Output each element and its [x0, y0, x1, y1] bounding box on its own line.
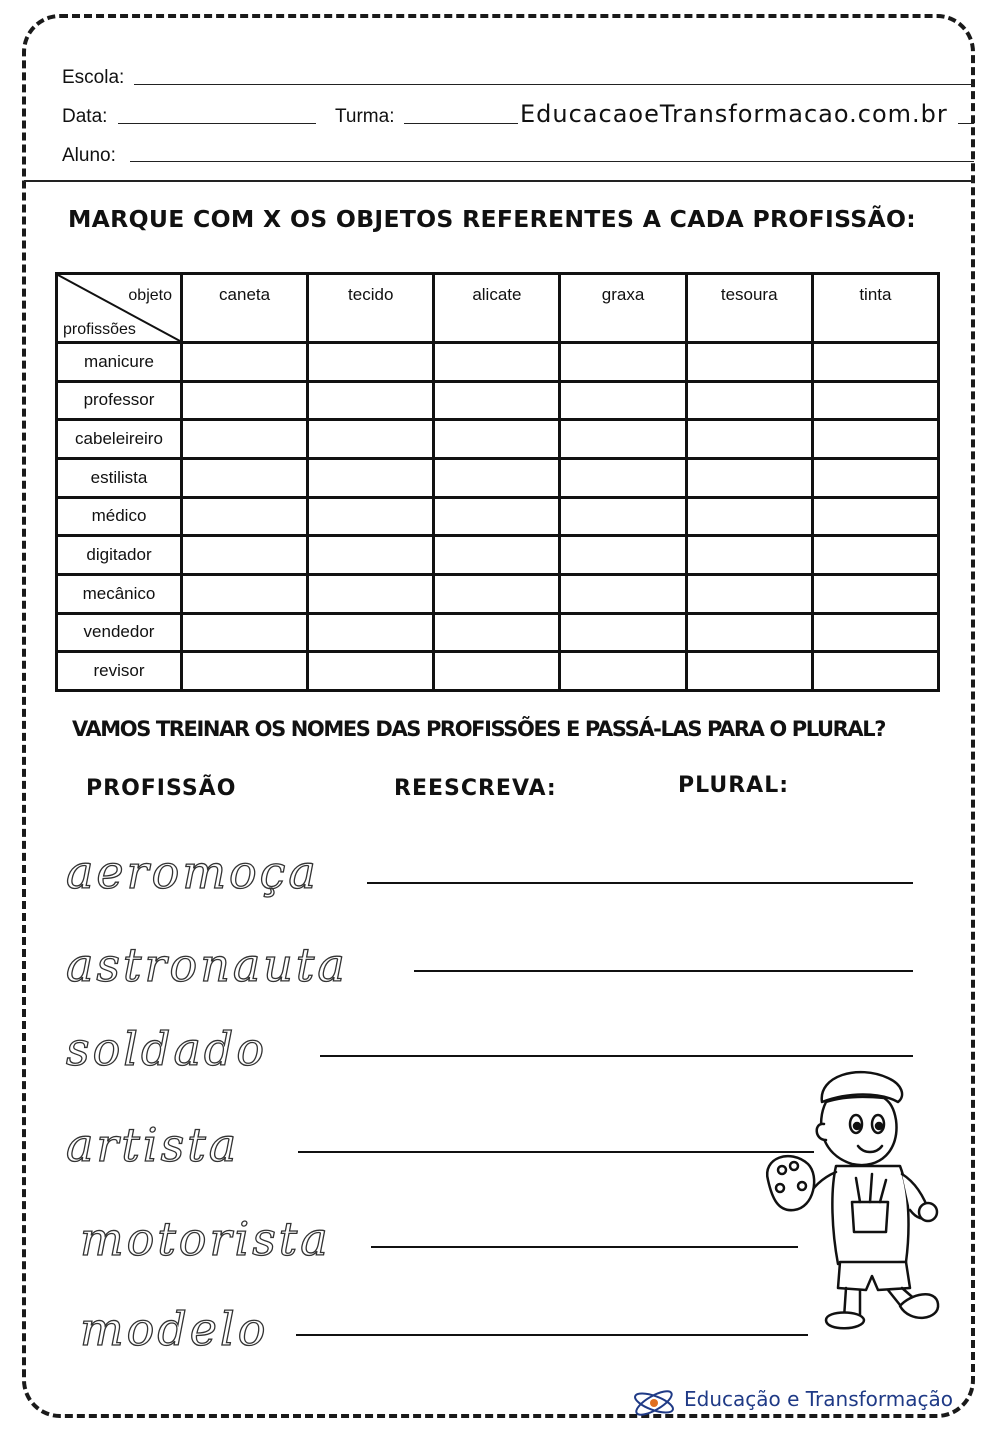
answer-cell[interactable] [182, 343, 308, 382]
traceable-word: aeromoça [66, 845, 319, 899]
answer-cell[interactable] [308, 613, 434, 652]
escola-line-extension [419, 84, 974, 85]
profession-objects-table [55, 272, 940, 692]
answer-cell[interactable] [308, 574, 434, 613]
answer-cell[interactable] [686, 497, 812, 536]
writing-line[interactable] [367, 882, 913, 884]
answer-cell[interactable] [686, 536, 812, 575]
answer-cell[interactable] [182, 497, 308, 536]
table-row [57, 613, 939, 652]
brand-footer [628, 1385, 953, 1421]
answer-cell[interactable] [560, 574, 686, 613]
site-url: EducacaoeTransformacao.com.br [520, 100, 948, 128]
row-header: médico [57, 497, 182, 536]
turma-line-end [958, 123, 974, 124]
traceable-word: astronauta [66, 938, 348, 992]
answer-cell[interactable] [686, 420, 812, 459]
answer-cell[interactable] [308, 381, 434, 420]
answer-cell[interactable] [308, 536, 434, 575]
writing-line[interactable] [298, 1151, 814, 1153]
answer-cell[interactable] [182, 574, 308, 613]
answer-cell[interactable] [812, 420, 938, 459]
column-plural-heading: PLURAL: [678, 773, 790, 798]
answer-cell[interactable] [182, 458, 308, 497]
table-row [57, 536, 939, 575]
answer-cell[interactable] [434, 458, 560, 497]
writing-line[interactable] [371, 1246, 798, 1248]
row-header: revisor [57, 652, 182, 691]
escola-line [134, 84, 419, 85]
answer-cell[interactable] [686, 652, 812, 691]
answer-cell[interactable] [686, 381, 812, 420]
row-header: manicure [57, 343, 182, 382]
child-painter-icon [760, 1062, 945, 1352]
table-row [57, 458, 939, 497]
answer-cell[interactable] [434, 497, 560, 536]
answer-cell[interactable] [182, 652, 308, 691]
answer-cell[interactable] [560, 652, 686, 691]
answer-cell[interactable] [434, 381, 560, 420]
table-row [57, 497, 939, 536]
column-header: tinta [812, 274, 938, 343]
answer-cell[interactable] [686, 613, 812, 652]
answer-cell[interactable] [308, 497, 434, 536]
answer-cell[interactable] [308, 420, 434, 459]
answer-cell[interactable] [812, 458, 938, 497]
exercise1-title: MARQUE COM X OS OBJETOS REFERENTES A CADA PROFISSÃO: [68, 205, 916, 233]
table-row [57, 420, 939, 459]
answer-cell[interactable] [182, 613, 308, 652]
traceable-word: motorista [80, 1212, 331, 1266]
atom-logo-icon [632, 1385, 676, 1421]
row-header: mecânico [57, 574, 182, 613]
answer-cell[interactable] [812, 536, 938, 575]
data-label: Data: [62, 106, 108, 127]
writing-line[interactable] [320, 1055, 913, 1057]
answer-cell[interactable] [686, 343, 812, 382]
turma-line [404, 123, 518, 124]
corner-professions-label: profissões [63, 321, 136, 338]
escola-label: Escola: [62, 67, 125, 88]
answer-cell[interactable] [308, 652, 434, 691]
table-row [57, 574, 939, 613]
column-header: caneta [182, 274, 308, 343]
answer-cell[interactable] [560, 497, 686, 536]
answer-cell[interactable] [308, 458, 434, 497]
answer-cell[interactable] [560, 536, 686, 575]
answer-cell[interactable] [812, 343, 938, 382]
answer-cell[interactable] [812, 381, 938, 420]
header-separator [24, 180, 974, 182]
column-header: alicate [434, 274, 560, 343]
brand-name: Educação e Transformação [684, 1387, 953, 1411]
answer-cell[interactable] [182, 536, 308, 575]
answer-cell[interactable] [560, 458, 686, 497]
answer-cell[interactable] [560, 613, 686, 652]
answer-cell[interactable] [812, 652, 938, 691]
answer-cell[interactable] [182, 381, 308, 420]
traceable-word: modelo [80, 1302, 269, 1356]
answer-cell[interactable] [686, 574, 812, 613]
turma-label: Turma: [335, 106, 395, 127]
column-profession-heading: PROFISSÃO [86, 776, 237, 801]
answer-cell[interactable] [812, 613, 938, 652]
data-line [118, 123, 316, 124]
answer-cell[interactable] [434, 652, 560, 691]
column-header: tesoura [686, 274, 812, 343]
answer-cell[interactable] [812, 497, 938, 536]
answer-cell[interactable] [560, 381, 686, 420]
answer-cell[interactable] [560, 343, 686, 382]
traceable-word: artista [66, 1118, 240, 1172]
writing-line[interactable] [296, 1334, 808, 1336]
answer-cell[interactable] [434, 613, 560, 652]
column-rewrite-heading: REESCREVA: [394, 776, 557, 801]
answer-cell[interactable] [308, 343, 434, 382]
table-row [57, 381, 939, 420]
exercise2-title: VAMOS TREINAR OS NOMES DAS PROFISSÕES E PASSÁ-LAS PARA O PLURAL? [72, 717, 886, 741]
row-header: cabeleireiro [57, 420, 182, 459]
answer-cell[interactable] [434, 574, 560, 613]
column-header: graxa [560, 274, 686, 343]
row-header: professor [57, 381, 182, 420]
answer-cell[interactable] [686, 458, 812, 497]
answer-cell[interactable] [812, 574, 938, 613]
answer-cell[interactable] [182, 420, 308, 459]
traceable-word: soldado [66, 1022, 268, 1076]
answer-cell[interactable] [434, 420, 560, 459]
row-header: digitador [57, 536, 182, 575]
table-row [57, 343, 939, 382]
column-header: tecido [308, 274, 434, 343]
row-header: vendedor [57, 613, 182, 652]
row-header: estilista [57, 458, 182, 497]
aluno-label: Aluno: [62, 145, 116, 166]
writing-line[interactable] [414, 970, 913, 972]
answer-cell[interactable] [560, 420, 686, 459]
answer-cell[interactable] [434, 343, 560, 382]
table-row [57, 652, 939, 691]
table-corner-cell [57, 274, 182, 343]
aluno-line [130, 161, 974, 162]
corner-object-label: objeto [128, 287, 172, 304]
answer-cell[interactable] [434, 536, 560, 575]
